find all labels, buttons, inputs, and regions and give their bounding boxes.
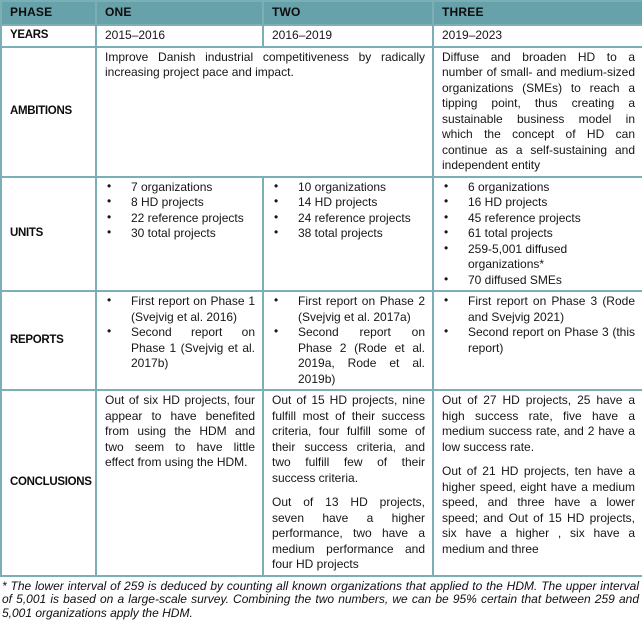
list-item: • 14 HD projects xyxy=(272,195,425,211)
reports-two-list xyxy=(272,294,425,387)
header-three: THREE xyxy=(433,1,642,25)
units-one-list xyxy=(105,180,255,242)
header-two: TWO xyxy=(263,1,433,25)
list-item: • 16 HD projects xyxy=(442,195,635,211)
list-item: • 61 total projects xyxy=(442,226,635,242)
ambitions-one-two-cell: Improve Danish industrial competitiveness by radically increasing project pace and impact. xyxy=(96,47,433,177)
list-item: • Second report on Phase 2 (Rode et al. 2019a, Rode et al. 2019b) xyxy=(272,325,425,387)
list-item: • 7 organizations xyxy=(105,180,255,196)
units-two-cell xyxy=(263,177,433,292)
list-item: • Second report on Phase 1 (Svejvig et al. 2017b) xyxy=(105,325,255,372)
header-one: ONE xyxy=(96,1,263,25)
list-item: • 10 organizations xyxy=(272,180,425,196)
list-item: • First report on Phase 3 (Rode and Svejvig 2021) xyxy=(442,294,635,325)
table-footnote: * The lower interval of 259 is deduced by counting all known organizations that applied to the HDM. The upper interval of 5,001 is based on a large-scale survey. Combining the two numbers, we can be 95% certain that between 259 and 5,001 organizations apply the HDM. xyxy=(2,578,639,621)
row-ambitions xyxy=(1,47,642,177)
years-label: YEARS xyxy=(1,25,96,47)
paragraph: Out of 27 HD projects, 25 have a high success rate, five have a medium success rate, and 2 have a low success rate. xyxy=(442,393,635,454)
header-phase: PHASE xyxy=(1,1,96,25)
row-units xyxy=(1,177,642,292)
list-item: • 70 diffused SMEs xyxy=(442,273,635,289)
list-item: • 45 reference projects xyxy=(442,211,635,227)
row-years xyxy=(1,25,642,47)
years-three-cell: 2019–2023 xyxy=(433,25,642,47)
units-three-cell xyxy=(433,177,642,292)
reports-three-list xyxy=(442,294,635,356)
conclusions-two-cell xyxy=(263,390,433,576)
years-one-cell: 2015–2016 xyxy=(96,25,263,47)
reports-one-list xyxy=(105,294,255,372)
paragraph: Out of six HD projects, four appear to have benefited from using the HDM and two seem to have little effect from using the HDM. xyxy=(105,393,255,469)
conclusions-one-cell xyxy=(96,390,263,576)
paragraph: Out of 13 HD projects, seven have a higher performance, two have a medium performance and four HD projects xyxy=(272,495,425,571)
list-item: • 259-5,001 diffused organizations* xyxy=(442,242,635,273)
conclusions-label: CONCLUSIONS xyxy=(1,390,96,576)
units-one-cell xyxy=(96,177,263,292)
units-three-list xyxy=(442,180,635,289)
row-reports xyxy=(1,291,642,390)
list-item: • 22 reference projects xyxy=(105,211,255,227)
paragraph: Out of 21 HD projects, ten have a higher speed, eight have a medium speed, and three have a lower speed; and Out of 15 HD projects, six have a higher , six have a medium and three xyxy=(442,464,635,556)
ambitions-three-cell: Diffuse and broaden HD to a number of small- and medium-sized organizations (SMEs) to reach a tipping point, thus creating a sustainable business model in which the concept of HD can continue as a self-sustaining and independent entity xyxy=(433,47,642,177)
ambitions-label: AMBITIONS xyxy=(1,47,96,177)
units-two-list xyxy=(272,180,425,242)
list-item: • 38 total projects xyxy=(272,226,425,242)
reports-two-cell xyxy=(263,291,433,390)
row-conclusions xyxy=(1,390,642,576)
conclusions-three-cell xyxy=(433,390,642,576)
list-item: • 6 organizations xyxy=(442,180,635,196)
paragraph: Out of 15 HD projects, nine fulfill most of their success criteria, four fulfill some of their success criteria, and two fulfill few of their success criteria. xyxy=(272,393,425,485)
list-item: • First report on Phase 2 (Svejvig et al. 2017a) xyxy=(272,294,425,325)
list-item: • First report on Phase 1 (Svejvig et al. 2016) xyxy=(105,294,255,325)
years-two-cell: 2016–2019 xyxy=(263,25,433,47)
list-item: • 24 reference projects xyxy=(272,211,425,227)
list-item: • 30 total projects xyxy=(105,226,255,242)
reports-three-cell xyxy=(433,291,642,390)
list-item: • 8 HD projects xyxy=(105,195,255,211)
table-header-row xyxy=(1,1,642,25)
list-item: • Second report on Phase 3 (this report) xyxy=(442,325,635,356)
reports-label: REPORTS xyxy=(1,291,96,390)
reports-one-cell xyxy=(96,291,263,390)
units-label: UNITS xyxy=(1,177,96,292)
